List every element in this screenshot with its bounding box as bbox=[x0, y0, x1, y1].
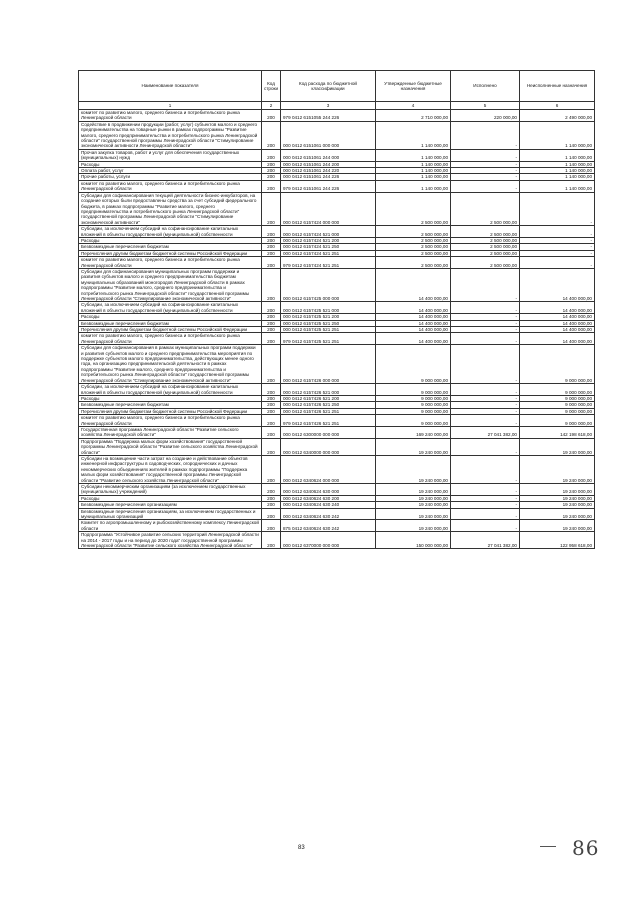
cell-left: 1 140 000,00 bbox=[520, 121, 595, 149]
cell-name: комитет по развитию малого, среднего бизнеса и потребительского рынка Ленинградской области bbox=[79, 110, 262, 122]
cell-done: - bbox=[451, 408, 520, 414]
cell-approved: 1 140 000,00 bbox=[376, 168, 451, 174]
cell-done: - bbox=[451, 384, 520, 396]
cell-name: Прочая закупка товаров, работ и услуг для обеспечения государственных (муниципальных) нужд bbox=[79, 149, 262, 161]
cell-kbk: 000 0412 6370000 000 000 bbox=[281, 532, 376, 549]
cell-name: Субсидии, за исключением субсидий на софинансирование капитальных вложений в объекты государственной (муниципальной) собственности bbox=[79, 384, 262, 396]
cell-code: 200 bbox=[262, 180, 281, 192]
cell-left: 19 240 000,00 bbox=[520, 502, 595, 508]
cell-left: - bbox=[520, 237, 595, 243]
cell-code: 200 bbox=[262, 149, 281, 161]
cell-left: 9 000 000,00 bbox=[520, 345, 595, 384]
cell-done: - bbox=[451, 168, 520, 174]
table-row bbox=[79, 415, 595, 427]
cell-done: - bbox=[451, 161, 520, 167]
cell-code: 200 bbox=[262, 314, 281, 320]
cell-code: 200 bbox=[262, 408, 281, 414]
cell-left: 1 140 000,00 bbox=[520, 161, 595, 167]
cell-done: - bbox=[451, 395, 520, 401]
cell-done: - bbox=[451, 327, 520, 333]
cell-name: Субсидии, за исключением субсидий на софинансирование капитальных вложений в объекты государственной (муниципальной) собственности bbox=[79, 302, 262, 314]
cell-kbk: 000 0412 6340624 630 000 bbox=[281, 484, 376, 496]
cell-code: 200 bbox=[262, 484, 281, 496]
footer-dash bbox=[540, 846, 556, 847]
budget-table bbox=[78, 70, 595, 549]
cell-left: 9 000 000,00 bbox=[520, 395, 595, 401]
cell-name: комитет по развитию малого, среднего бизнеса и потребительского рынка Ленинградской области bbox=[79, 415, 262, 427]
cell-kbk: 979 0412 6157424 521 251 bbox=[281, 257, 376, 269]
cell-left: - bbox=[520, 257, 595, 269]
cell-kbk: 000 0412 6157425 521 250 bbox=[281, 320, 376, 326]
cell-approved: 2 500 000,00 bbox=[376, 250, 451, 256]
cell-code: 200 bbox=[262, 532, 281, 549]
cell-left: 14 400 000,00 bbox=[520, 314, 595, 320]
cell-approved: 1 140 000,00 bbox=[376, 180, 451, 192]
cell-done: - bbox=[451, 333, 520, 345]
table-row bbox=[79, 149, 595, 161]
cell-left: - bbox=[520, 244, 595, 250]
table-row bbox=[79, 484, 595, 496]
colnum-4: 4 bbox=[376, 102, 451, 110]
cell-kbk: 000 0412 6157424 000 000 bbox=[281, 192, 376, 225]
handwritten-page-stamp: 86 bbox=[572, 836, 600, 860]
cell-approved: 19 240 000,00 bbox=[376, 495, 451, 501]
cell-kbk: 000 0412 6157425 521 000 bbox=[281, 302, 376, 314]
cell-approved: 14 400 000,00 bbox=[376, 302, 451, 314]
cell-kbk: 000 0412 6157426 521 250 bbox=[281, 402, 376, 408]
cell-code: 200 bbox=[262, 508, 281, 520]
cell-approved: 14 400 000,00 bbox=[376, 314, 451, 320]
table-row bbox=[79, 302, 595, 314]
cell-name: Субсидии для софинансирования текущей деятельности бизнес-инкубаторов, на создание которых были предоставлены средства за счет субсидий федерального бюджета, в рамках подпрограммы "Развитие малого, среднего предпринимательства и потребительского рынка Ленинградской области" государственной программы Ленинградской области "Стимулирование экономической активности" bbox=[79, 192, 262, 225]
cell-code: 200 bbox=[262, 320, 281, 326]
cell-done: 2 500 000,00 bbox=[451, 257, 520, 269]
cell-code: 200 bbox=[262, 121, 281, 149]
cell-approved: 14 400 000,00 bbox=[376, 320, 451, 326]
cell-kbk: 875 0412 6340624 630 242 bbox=[281, 520, 376, 532]
cell-name: Субсидии некоммерческим организациям (за исключением государственных (муниципальных) учреждений) bbox=[79, 484, 262, 496]
cell-done: - bbox=[451, 502, 520, 508]
cell-name: Безвозмездные перечисления бюджетам bbox=[79, 402, 262, 408]
cell-done: - bbox=[451, 438, 520, 455]
cell-approved: 14 400 000,00 bbox=[376, 333, 451, 345]
cell-done: 27 041 382,00 bbox=[451, 532, 520, 549]
cell-name: Расходы bbox=[79, 237, 262, 243]
cell-name: Субсидии, за исключением субсидий на софинансирование капитальных вложений в объекты государственной (муниципальной) собственности bbox=[79, 226, 262, 238]
table-row bbox=[79, 257, 595, 269]
cell-left: 14 400 000,00 bbox=[520, 320, 595, 326]
header-done: Исполнено bbox=[451, 71, 520, 102]
cell-code: 200 bbox=[262, 250, 281, 256]
table-row bbox=[79, 333, 595, 345]
cell-left: 9 000 000,00 bbox=[520, 402, 595, 408]
cell-kbk: 000 0412 6157426 521 000 bbox=[281, 384, 376, 396]
cell-done: - bbox=[451, 484, 520, 496]
cell-done: - bbox=[451, 508, 520, 520]
cell-kbk: 000 0412 6157425 000 000 bbox=[281, 268, 376, 301]
cell-left: 142 198 618,00 bbox=[520, 426, 595, 438]
cell-code: 200 bbox=[262, 520, 281, 532]
cell-kbk: 979 0412 6157425 521 251 bbox=[281, 333, 376, 345]
cell-name: Расходы bbox=[79, 161, 262, 167]
cell-name: Расходы bbox=[79, 314, 262, 320]
cell-done: - bbox=[451, 180, 520, 192]
cell-done: - bbox=[451, 520, 520, 532]
colnum-5: 5 bbox=[451, 102, 520, 110]
cell-name: Комитет по агропромышленному и рыбохозяйственному комплексу Ленинградской области bbox=[79, 520, 262, 532]
cell-kbk: 000 0412 6157425 521 200 bbox=[281, 314, 376, 320]
cell-code: 200 bbox=[262, 302, 281, 314]
cell-name: Содействие в продвижении продукции (работ, услуг) субъектов малого и среднего предпринимательства на товарные рынки в рамках подпрограммы "Развитие малого, среднего предпринимательства и потребительского рынка Ленинградской области" государственной программы Ленинградской области "Стимулирование экономической активности Ленинградской области" bbox=[79, 121, 262, 149]
cell-approved: 14 400 000,00 bbox=[376, 268, 451, 301]
cell-name: Перечисления другим бюджетам бюджетной системы Российской Федерации bbox=[79, 250, 262, 256]
cell-code: 200 bbox=[262, 168, 281, 174]
table-row bbox=[79, 426, 595, 438]
cell-code: 200 bbox=[262, 384, 281, 396]
cell-kbk: 000 0412 6157425 521 251 bbox=[281, 327, 376, 333]
cell-done: - bbox=[451, 302, 520, 314]
cell-kbk: 000 0412 6340624 630 200 bbox=[281, 495, 376, 501]
cell-done: - bbox=[451, 149, 520, 161]
cell-code: 200 bbox=[262, 426, 281, 438]
cell-done: 27 041 382,00 bbox=[451, 426, 520, 438]
cell-code: 200 bbox=[262, 327, 281, 333]
cell-kbk: 979 0412 6157426 521 251 bbox=[281, 415, 376, 427]
cell-kbk: 000 0412 6157424 521 000 bbox=[281, 226, 376, 238]
cell-code: 200 bbox=[262, 237, 281, 243]
table-body bbox=[79, 110, 595, 549]
cell-left: 9 000 000,00 bbox=[520, 415, 595, 427]
cell-done: - bbox=[451, 320, 520, 326]
table-row bbox=[79, 226, 595, 238]
cell-approved: 1 140 000,00 bbox=[376, 121, 451, 149]
cell-name: Подпрограмма "Устойчивое развитие сельских территорий Ленинградской области на 2014 - 2017 годы и на период до 2020 года" государственной программы Ленинградской области "Развитие сельского хозяйства Ленинградской области" bbox=[79, 532, 262, 549]
table-row bbox=[79, 180, 595, 192]
cell-approved: 150 000 000,00 bbox=[376, 532, 451, 549]
colnum-2: 2 bbox=[262, 102, 281, 110]
cell-approved: 19 240 000,00 bbox=[376, 508, 451, 520]
cell-kbk: 000 0412 6300000 000 000 bbox=[281, 426, 376, 438]
cell-left: - bbox=[520, 250, 595, 256]
cell-approved: 19 240 000,00 bbox=[376, 455, 451, 483]
cell-done: - bbox=[451, 121, 520, 149]
cell-kbk: 000 0412 6157424 521 250 bbox=[281, 244, 376, 250]
cell-approved: 9 000 000,00 bbox=[376, 345, 451, 384]
cell-approved: 9 000 000,00 bbox=[376, 415, 451, 427]
cell-name: Субсидии для софинансирования в рамках муниципальных программ поддержки и развития субъектов малого и среднего предпринимательства мероприятия по поддержке субъектов малого предпринимательства, действующих менее одного года, на организацию предпринимательской деятельности в рамках подпрограммы "Развитие малого, среднего предпринимательства и потребительского рынка Ленинградской области" государственной программы Ленинградской области "Стимулирование экономической активности" bbox=[79, 345, 262, 384]
cell-kbk: 000 0412 6151061 244 220 bbox=[281, 168, 376, 174]
cell-left: 1 140 000,00 bbox=[520, 149, 595, 161]
header-code: Код строки bbox=[262, 71, 281, 102]
cell-left: 19 240 000,00 bbox=[520, 508, 595, 520]
cell-left: 1 140 000,00 bbox=[520, 180, 595, 192]
cell-left: 19 240 000,00 bbox=[520, 520, 595, 532]
cell-done: 2 500 000,00 bbox=[451, 237, 520, 243]
table-row bbox=[79, 384, 595, 396]
cell-approved: 9 000 000,00 bbox=[376, 408, 451, 414]
cell-left: 19 240 000,00 bbox=[520, 438, 595, 455]
cell-name: Субсидии для софинансирования муниципальных программ поддержки и развития субъектов малого и среднего предпринимательства бюджетам муниципальных образований моногородов Ленинградской области в рамках подпрограммы "Развитие малого, среднего предпринимательства и потребительского рынка Ленинградской области" государственной программы Ленинградской области "Стимулирование экономической активности" bbox=[79, 268, 262, 301]
table-row bbox=[79, 345, 595, 384]
cell-kbk: 000 0412 6157424 521 251 bbox=[281, 250, 376, 256]
cell-approved: 2 500 000,00 bbox=[376, 257, 451, 269]
cell-code: 200 bbox=[262, 333, 281, 345]
cell-name: Подпрограмма "Поддержка малых форм хозяйствования" государственной программы Ленинградской области "Развитие сельского хозяйства Ленинградской области" bbox=[79, 438, 262, 455]
cell-kbk: 000 0412 6340000 000 000 bbox=[281, 438, 376, 455]
table-row bbox=[79, 192, 595, 225]
cell-name: Безвозмездные перечисления бюджетам bbox=[79, 320, 262, 326]
cell-code: 200 bbox=[262, 402, 281, 408]
cell-code: 200 bbox=[262, 226, 281, 238]
cell-code: 200 bbox=[262, 502, 281, 508]
table-row bbox=[79, 268, 595, 301]
cell-approved: 1 140 000,00 bbox=[376, 174, 451, 180]
cell-kbk: 000 0412 6151061 000 000 bbox=[281, 121, 376, 149]
cell-left: 1 140 000,00 bbox=[520, 168, 595, 174]
table-row bbox=[79, 532, 595, 549]
cell-kbk: 000 0412 6151061 244 000 bbox=[281, 149, 376, 161]
cell-code: 200 bbox=[262, 455, 281, 483]
cell-kbk: 000 0412 6151061 244 200 bbox=[281, 161, 376, 167]
cell-name: комитет по развитию малого, среднего бизнеса и потребительского рынка Ленинградской области bbox=[79, 333, 262, 345]
colnum-6: 6 bbox=[520, 102, 595, 110]
cell-kbk: 000 0412 6157426 521 251 bbox=[281, 408, 376, 414]
cell-code: 200 bbox=[262, 174, 281, 180]
cell-approved: 9 000 000,00 bbox=[376, 395, 451, 401]
cell-code: 200 bbox=[262, 192, 281, 225]
cell-name: Прочие работы, услуги bbox=[79, 174, 262, 180]
cell-name: Государственная программа Ленинградской области "Развитие сельского хозяйства Ленинградской области" bbox=[79, 426, 262, 438]
cell-done: - bbox=[451, 402, 520, 408]
cell-done: - bbox=[451, 314, 520, 320]
cell-approved: 2 500 000,00 bbox=[376, 244, 451, 250]
header-kbk: Код расхода по бюджетной классификации bbox=[281, 71, 376, 102]
cell-left: - bbox=[520, 226, 595, 238]
cell-left: 19 240 000,00 bbox=[520, 455, 595, 483]
cell-done: 2 500 000,00 bbox=[451, 192, 520, 225]
cell-code: 200 bbox=[262, 268, 281, 301]
cell-code: 200 bbox=[262, 438, 281, 455]
table-row bbox=[79, 438, 595, 455]
cell-approved: 14 400 000,00 bbox=[376, 327, 451, 333]
cell-approved: 2 500 000,00 bbox=[376, 237, 451, 243]
cell-done: 220 000,00 bbox=[451, 110, 520, 122]
cell-left: 122 958 618,00 bbox=[520, 532, 595, 549]
cell-left: 14 400 000,00 bbox=[520, 268, 595, 301]
cell-done: - bbox=[451, 455, 520, 483]
table-row bbox=[79, 508, 595, 520]
cell-done: 2 500 000,00 bbox=[451, 250, 520, 256]
header-left: Неисполненные назначения bbox=[520, 71, 595, 102]
cell-left: 9 000 000,00 bbox=[520, 408, 595, 414]
cell-kbk: 979 0412 6151055 244 226 bbox=[281, 110, 376, 122]
cell-name: Оплата работ, услуг bbox=[79, 168, 262, 174]
cell-kbk: 979 0412 6151061 244 226 bbox=[281, 180, 376, 192]
cell-approved: 2 710 000,00 bbox=[376, 110, 451, 122]
table-row bbox=[79, 520, 595, 532]
cell-name: комитет по развитию малого, среднего бизнеса и потребительского рынка Ленинградской области bbox=[79, 180, 262, 192]
cell-name: Безвозмездные перечисления организациям bbox=[79, 502, 262, 508]
header-name: Наименование показателя bbox=[79, 71, 262, 102]
cell-name: Безвозмездные перечисления бюджетам bbox=[79, 244, 262, 250]
cell-kbk: 000 0412 6157426 000 000 bbox=[281, 345, 376, 384]
cell-left: 1 140 000,00 bbox=[520, 174, 595, 180]
cell-left: 19 240 000,00 bbox=[520, 484, 595, 496]
cell-done: - bbox=[451, 495, 520, 501]
header-approved: Утвержденные бюджетные назначения bbox=[376, 71, 451, 102]
cell-kbk: 000 0412 6151061 244 226 bbox=[281, 174, 376, 180]
cell-left: - bbox=[520, 192, 595, 225]
cell-approved: 9 000 000,00 bbox=[376, 384, 451, 396]
cell-approved: 9 000 000,00 bbox=[376, 402, 451, 408]
colnum-1: 1 bbox=[79, 102, 262, 110]
column-number-row bbox=[79, 102, 595, 110]
cell-done: - bbox=[451, 415, 520, 427]
cell-name: Расходы bbox=[79, 395, 262, 401]
cell-kbk: 000 0412 6340624 000 000 bbox=[281, 455, 376, 483]
table-header-row bbox=[79, 71, 595, 102]
cell-approved: 19 240 000,00 bbox=[376, 484, 451, 496]
cell-kbk: 000 0412 6157424 521 200 bbox=[281, 237, 376, 243]
cell-code: 200 bbox=[262, 395, 281, 401]
cell-left: 2 490 000,00 bbox=[520, 110, 595, 122]
cell-name: Перечисления другим бюджетам бюджетной системы Российской Федерации bbox=[79, 327, 262, 333]
cell-kbk: 000 0412 6157426 521 200 bbox=[281, 395, 376, 401]
cell-approved: 169 240 000,00 bbox=[376, 426, 451, 438]
cell-left: 14 400 000,00 bbox=[520, 333, 595, 345]
cell-approved: 19 240 000,00 bbox=[376, 520, 451, 532]
cell-name: комитет по развитию малого, среднего бизнеса и потребительского рынка Ленинградской области bbox=[79, 257, 262, 269]
cell-code: 200 bbox=[262, 345, 281, 384]
cell-approved: 1 140 000,00 bbox=[376, 161, 451, 167]
cell-approved: 1 140 000,00 bbox=[376, 149, 451, 161]
cell-name: Расходы bbox=[79, 495, 262, 501]
cell-left: 9 000 000,00 bbox=[520, 384, 595, 396]
cell-code: 200 bbox=[262, 257, 281, 269]
colnum-3: 3 bbox=[281, 102, 376, 110]
cell-name: Безвозмездные перечисления организациям, за исключением государственных и муниципальных организаций bbox=[79, 508, 262, 520]
cell-done: - bbox=[451, 268, 520, 301]
cell-kbk: 000 0412 6340624 630 242 bbox=[281, 508, 376, 520]
cell-done: 2 500 000,00 bbox=[451, 226, 520, 238]
cell-done: - bbox=[451, 345, 520, 384]
table-row bbox=[79, 110, 595, 122]
cell-approved: 2 500 000,00 bbox=[376, 192, 451, 225]
cell-left: 14 400 000,00 bbox=[520, 302, 595, 314]
cell-left: 14 400 000,00 bbox=[520, 327, 595, 333]
cell-code: 200 bbox=[262, 161, 281, 167]
cell-approved: 19 240 000,00 bbox=[376, 438, 451, 455]
cell-name: Перечисления другим бюджетам бюджетной системы Российской Федерации bbox=[79, 408, 262, 414]
cell-code: 200 bbox=[262, 244, 281, 250]
cell-approved: 2 500 000,00 bbox=[376, 226, 451, 238]
cell-done: 2 500 000,00 bbox=[451, 244, 520, 250]
cell-kbk: 000 0412 6340624 630 240 bbox=[281, 502, 376, 508]
cell-name: Субсидии на возмещение части затрат на создание и действование объектов инженерной инфраструктуры в садоводческих, огороднических и дачных некоммерческих объединениях жителей в рамках подпрограммы "Поддержка малых форм хозяйствования" государственной программы Ленинградской области "Развитие сельского хозяйства Ленинградской области" bbox=[79, 455, 262, 483]
cell-done: - bbox=[451, 174, 520, 180]
table-row bbox=[79, 455, 595, 483]
cell-left: 19 240 000,00 bbox=[520, 495, 595, 501]
cell-code: 200 bbox=[262, 415, 281, 427]
page-number: 83 bbox=[298, 845, 305, 851]
cell-approved: 19 240 000,00 bbox=[376, 502, 451, 508]
table-row bbox=[79, 121, 595, 149]
cell-code: 200 bbox=[262, 495, 281, 501]
cell-code: 200 bbox=[262, 110, 281, 122]
